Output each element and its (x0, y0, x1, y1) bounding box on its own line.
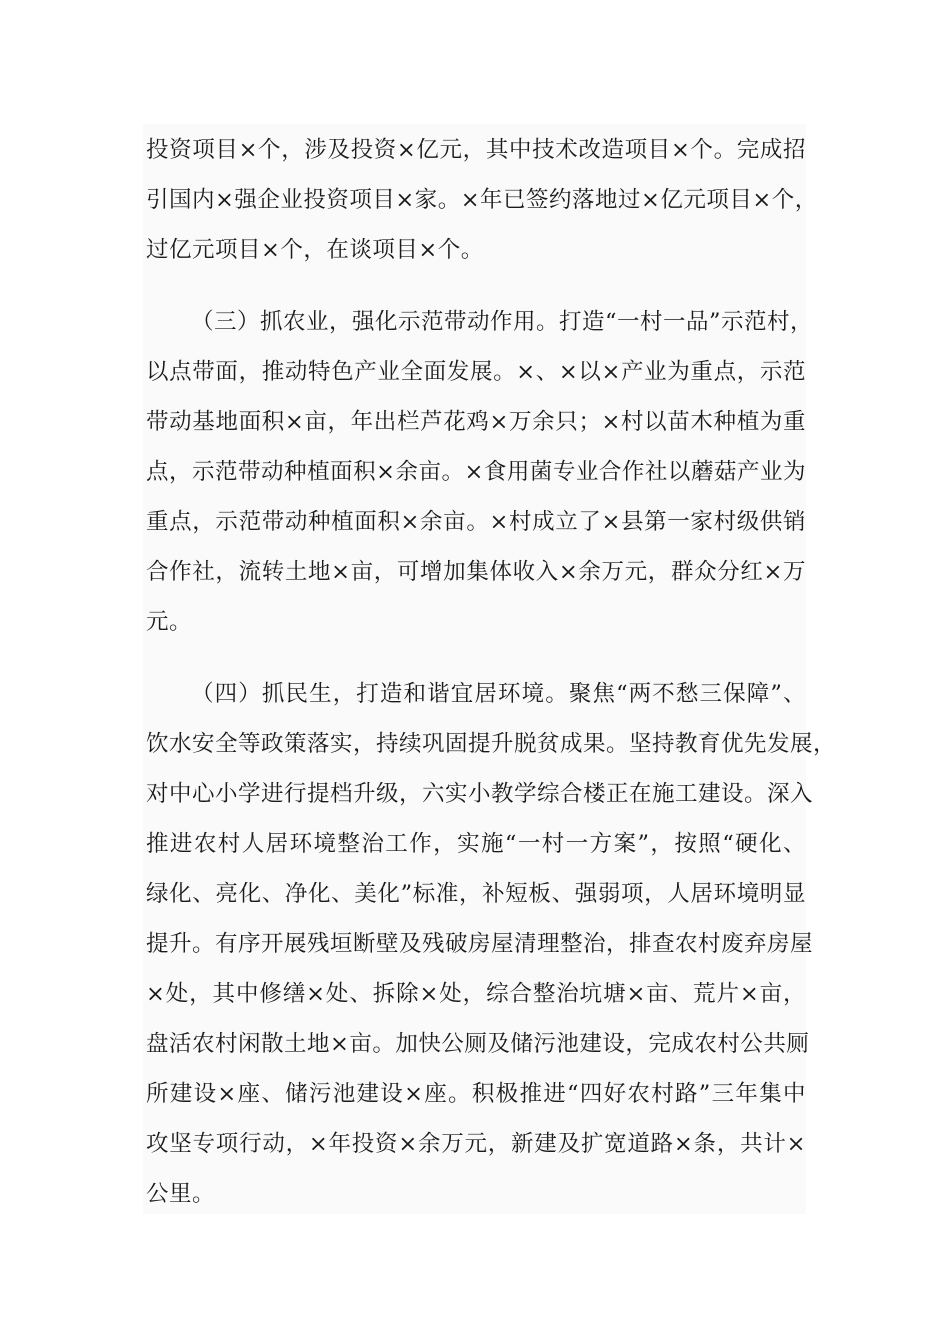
text-line: 点，示范带动种植面积×余亩。×食用菌专业合作社以蘑菇产业为 (146, 459, 806, 485)
text-line: 推进农村人居环境整治工作，实施“一村一方案”，按照“硬化、 (146, 831, 806, 857)
text-line: 盘活农村闲散土地×亩。加快公厕及储污池建设，完成农村公共厕 (146, 1031, 810, 1057)
text-line: ×处，其中修缮×处、拆除×处，综合整治坑塘×亩、荒片×亩， (146, 981, 806, 1007)
text-line: 饮水安全等政策落实，持续巩固提升脱贫成果。坚持教育优先发展， (146, 731, 837, 757)
text-line: 提升。有序开展残垣断壁及残破房屋清理整治，排查农村废弃房屋 (146, 931, 814, 957)
text-line: 投资项目×个，涉及投资×亿元，其中技术改造项目×个。完成招 (146, 137, 806, 163)
text-line: 以点带面，推动特色产业全面发展。×、×以×产业为重点，示范 (146, 359, 806, 385)
text-line: （四）抓民生，打造和谐宜居环境。聚焦“两不愁三保障”、 (191, 681, 806, 707)
text-line: 对中心小学进行提档升级，六实小教学综合楼正在施工建设。深入 (146, 781, 814, 807)
text-line: 引国内×强企业投资项目×家。×年已签约落地过×亿元项目×个， (146, 187, 818, 213)
text-line: （三）抓农业，强化示范带动作用。打造“一村一品”示范村， (191, 309, 814, 335)
text-line: 绿化、亮化、净化、美化”标准，补短板、强弱项，人居环境明显 (146, 881, 806, 907)
text-line: 元。 (146, 609, 193, 635)
text-line: 攻坚专项行动，×年投资×余万元，新建及扩宽道路×条，共计× (146, 1131, 806, 1157)
text-line: 带动基地面积×亩，年出栏芦花鸡×万余只；×村以苗木种植为重 (146, 409, 806, 435)
text-line: 所建设×座、储污池建设×座。积极推进“四好农村路”三年集中 (146, 1081, 806, 1107)
text-line: 合作社，流转土地×亩，可增加集体收入×余万元，群众分红×万 (146, 559, 806, 585)
text-line: 公里。 (146, 1181, 216, 1207)
text-line: 过亿元项目×个，在谈项目×个。 (146, 237, 484, 263)
text-line: 重点，示范带动种植面积×余亩。×村成立了×县第一家村级供销 (146, 509, 806, 535)
